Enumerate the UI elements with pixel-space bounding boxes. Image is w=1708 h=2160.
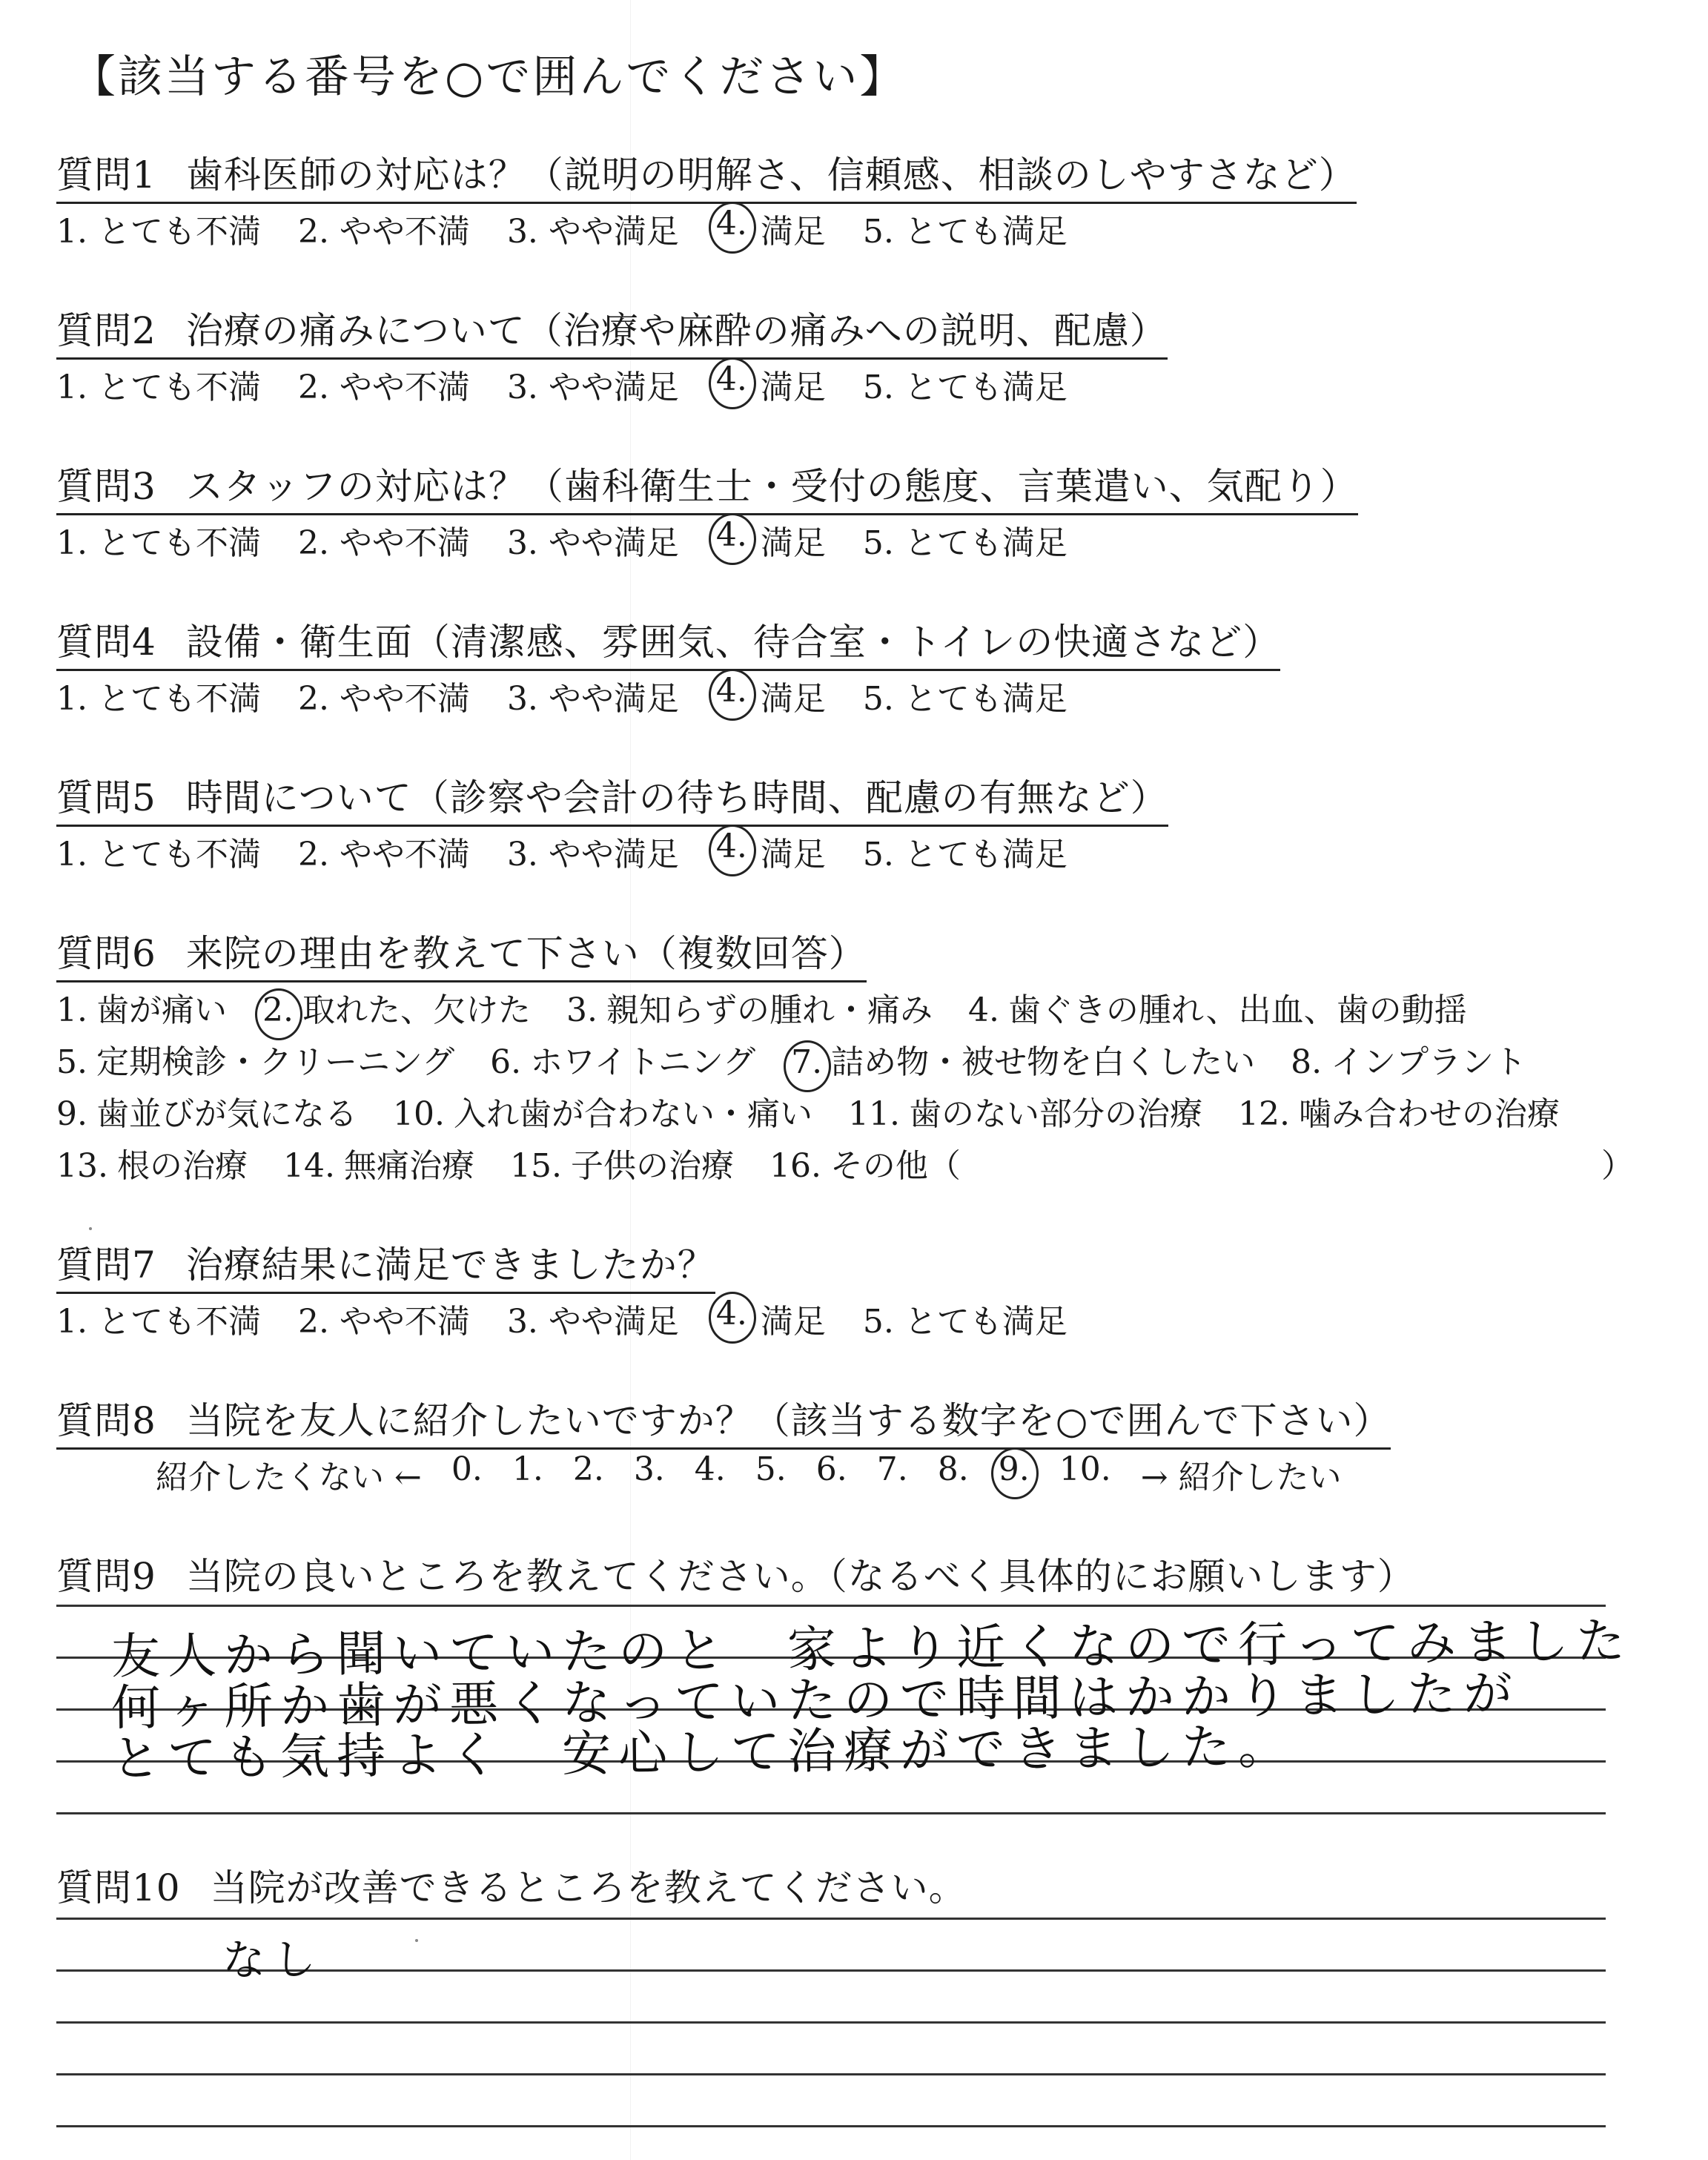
reason-option[interactable]: 11. 歯のない部分の治療: [847, 1095, 1202, 1133]
rating-options-q2: [56, 360, 1068, 408]
option-2[interactable]: 2. やや不満: [297, 1303, 470, 1341]
scale-option-6[interactable]: 6.: [815, 1450, 847, 1488]
scale-option-3[interactable]: 3.: [633, 1450, 665, 1488]
question-text: 来院の理由を教えて下さい（複数回答）: [185, 932, 867, 975]
answer-line: [56, 2125, 1606, 2127]
option-1[interactable]: 1. とても不満: [56, 524, 261, 562]
answer-line: [56, 2021, 1606, 2024]
scale-option-4[interactable]: 4.: [694, 1450, 726, 1488]
option-3[interactable]: 3. やや満足: [506, 1303, 679, 1341]
q6-row-3: [56, 1087, 1560, 1135]
question-text: 当院の良いところを教えてください。（なるべく具体的にお願いします）: [185, 1555, 1415, 1598]
scale-option-7[interactable]: 7.: [876, 1450, 908, 1488]
reason-option[interactable]: 1. 歯が痛い: [56, 991, 227, 1029]
scale-option-0[interactable]: 0.: [451, 1450, 483, 1488]
question-5: [56, 768, 1168, 827]
rating-options-q3: [56, 516, 1068, 564]
scale-left-label: 紹介したくない ←: [156, 1459, 422, 1496]
question-2: [56, 301, 1168, 360]
question-number: 質問1: [56, 153, 156, 196]
speck: [415, 1939, 418, 1942]
option-4-selected[interactable]: 4.: [716, 828, 747, 875]
scale-option-2[interactable]: 2.: [572, 1450, 604, 1488]
option-3[interactable]: 3. やや満足: [506, 213, 679, 251]
option-4-label: 満足: [760, 680, 826, 718]
option-1[interactable]: 1. とても不満: [56, 836, 261, 873]
option-3[interactable]: 3. やや満足: [506, 369, 679, 406]
question-3: [56, 457, 1358, 515]
option-5[interactable]: 5. とても満足: [862, 680, 1068, 718]
option-4-label: 満足: [760, 836, 826, 873]
handwritten-answer-line-1: 友人から聞いていたのと 家より近くなので行ってみました: [110, 1612, 1633, 1685]
question-number: 質問2: [56, 309, 156, 352]
question-number: 質問8: [56, 1399, 156, 1442]
reason-option[interactable]: 14. 無痛治療: [282, 1147, 474, 1185]
option-3[interactable]: 3. やや満足: [506, 836, 679, 873]
rating-options-q5: [56, 828, 1068, 875]
q6-row-2: [56, 1035, 1526, 1083]
question-text: 時間について（診察や会計の待ち時間、配慮の有無など）: [185, 776, 1168, 819]
option-4-selected[interactable]: 4.: [716, 516, 747, 564]
handwritten-answer-q10: なし: [222, 1934, 324, 1986]
option-4-label: 満足: [760, 1303, 826, 1341]
reason-option[interactable]: 4. 歯ぐきの腫れ、出血、歯の動揺: [967, 991, 1467, 1029]
reason-option[interactable]: 12. 噛み合わせの治療: [1237, 1095, 1560, 1133]
option-5[interactable]: 5. とても満足: [862, 213, 1068, 251]
option-5[interactable]: 5. とても満足: [862, 369, 1068, 406]
rating-options-q4: [56, 672, 1068, 719]
question-text: 当院を友人に紹介したいですか？（該当する数字を○で囲んで下さい）: [185, 1399, 1391, 1442]
question-text: 治療の痛みについて（治療や麻酔の痛みへの説明、配慮）: [185, 309, 1168, 352]
option-5[interactable]: 5. とても満足: [862, 524, 1068, 562]
option-4-label: 満足: [760, 524, 826, 562]
page-title: 【該当する番号を○で囲んでください】: [71, 51, 907, 103]
reason-option[interactable]: 8. インプラント: [1291, 1043, 1527, 1081]
question-text: スタッフの対応は？（歯科衛生士・受付の態度、言葉遣い、気配り）: [185, 465, 1358, 508]
option-3[interactable]: 3. やや満足: [506, 524, 679, 562]
scale-right-label: → 紹介したい: [1140, 1459, 1342, 1496]
question-number: 質問6: [56, 932, 156, 975]
reason-option[interactable]: 5. 定期検診・クリーニング: [56, 1043, 455, 1081]
question-number: 質問9: [56, 1555, 156, 1598]
question-7: [56, 1235, 715, 1294]
scale-option-10[interactable]: 10.: [1059, 1450, 1111, 1488]
answer-line: [56, 1812, 1606, 1814]
scale-option-8[interactable]: 8.: [937, 1450, 969, 1488]
option-4-selected[interactable]: 4.: [716, 360, 747, 408]
scale-option-9-selected[interactable]: 9.: [999, 1450, 1030, 1498]
reason-option[interactable]: 6. ホワイトニング: [490, 1043, 756, 1081]
question-text: 治療結果に満足できましたか？: [185, 1244, 715, 1287]
reason-option-other[interactable]: 16. その他（: [769, 1147, 961, 1185]
option-4-selected[interactable]: 4.: [716, 1295, 747, 1342]
handwritten-answer-line-3: とても気持よく 安心して治療ができました。: [110, 1717, 1295, 1788]
question-number: 質問5: [56, 776, 156, 819]
question-text: 当院が改善できるところを教えてください。: [210, 1866, 967, 1909]
option-2[interactable]: 2. やや不満: [297, 213, 470, 251]
question-text: 歯科医師の対応は？（説明の明解さ、信頼感、相談のしやすさなど）: [185, 153, 1357, 196]
reason-option[interactable]: 3. 親知らずの腫れ・痛み: [566, 991, 933, 1029]
option-2[interactable]: 2. やや不満: [297, 680, 470, 718]
handwritten-answer-line-2: 何ヶ所か歯が悪くなっていたので時間はかかりましたが: [110, 1665, 1520, 1737]
option-2[interactable]: 2. やや不満: [297, 369, 470, 406]
scale-option-1[interactable]: 1.: [512, 1450, 543, 1488]
referral-scale: [156, 1450, 1342, 1498]
option-1[interactable]: 1. とても不満: [56, 213, 261, 251]
rating-options-q7: [56, 1295, 1068, 1342]
option-3[interactable]: 3. やや満足: [506, 680, 679, 718]
reason-option[interactable]: 15. 子供の治療: [509, 1147, 734, 1185]
reason-option[interactable]: 10. 入れ歯が合わない・痛い: [392, 1095, 812, 1133]
option-5[interactable]: 5. とても満足: [862, 1303, 1068, 1341]
reason-option[interactable]: 13. 根の治療: [56, 1147, 248, 1185]
rating-options-q1: [56, 205, 1068, 252]
question-9: [56, 1547, 1415, 1603]
other-close-paren: ）: [1601, 1147, 1634, 1185]
question-8: [56, 1391, 1391, 1450]
reason-option-selected[interactable]: 2. 取れた、欠けた: [262, 991, 531, 1029]
option-2[interactable]: 2. やや不満: [297, 524, 470, 562]
reason-option[interactable]: 9. 歯並びが気になる: [56, 1095, 357, 1133]
question-10: [56, 1858, 967, 1915]
scale-option-5[interactable]: 5.: [755, 1450, 787, 1488]
question-4: [56, 612, 1280, 671]
question-number: 質問7: [56, 1244, 156, 1287]
speck: [89, 1227, 92, 1230]
option-4-selected[interactable]: 4.: [716, 205, 747, 252]
question-number: 質問4: [56, 621, 156, 664]
question-text: 設備・衛生面（清潔感、雰囲気、待合室・トイレの快適さなど）: [185, 621, 1281, 664]
question-6: [56, 924, 867, 982]
option-2[interactable]: 2. やや不満: [297, 836, 470, 873]
question-number: 質問10: [56, 1866, 181, 1909]
option-4-label: 満足: [760, 369, 826, 406]
question-number: 質問3: [56, 465, 156, 508]
option-1[interactable]: 1. とても不満: [56, 1303, 261, 1341]
question-1: [56, 145, 1357, 204]
option-1[interactable]: 1. とても不満: [56, 680, 261, 718]
option-1[interactable]: 1. とても不満: [56, 369, 261, 406]
q6-row-1: [56, 983, 1467, 1031]
answer-line: [56, 2073, 1606, 2075]
q6-row-4: [56, 1139, 961, 1186]
option-5[interactable]: 5. とても満足: [862, 836, 1068, 873]
answer-line: [56, 1918, 1606, 1920]
option-4-label: 満足: [760, 213, 826, 251]
reason-option-selected[interactable]: 7. 詰め物・被せ物を白くしたい: [791, 1043, 1256, 1081]
option-4-selected[interactable]: 4.: [716, 672, 747, 719]
